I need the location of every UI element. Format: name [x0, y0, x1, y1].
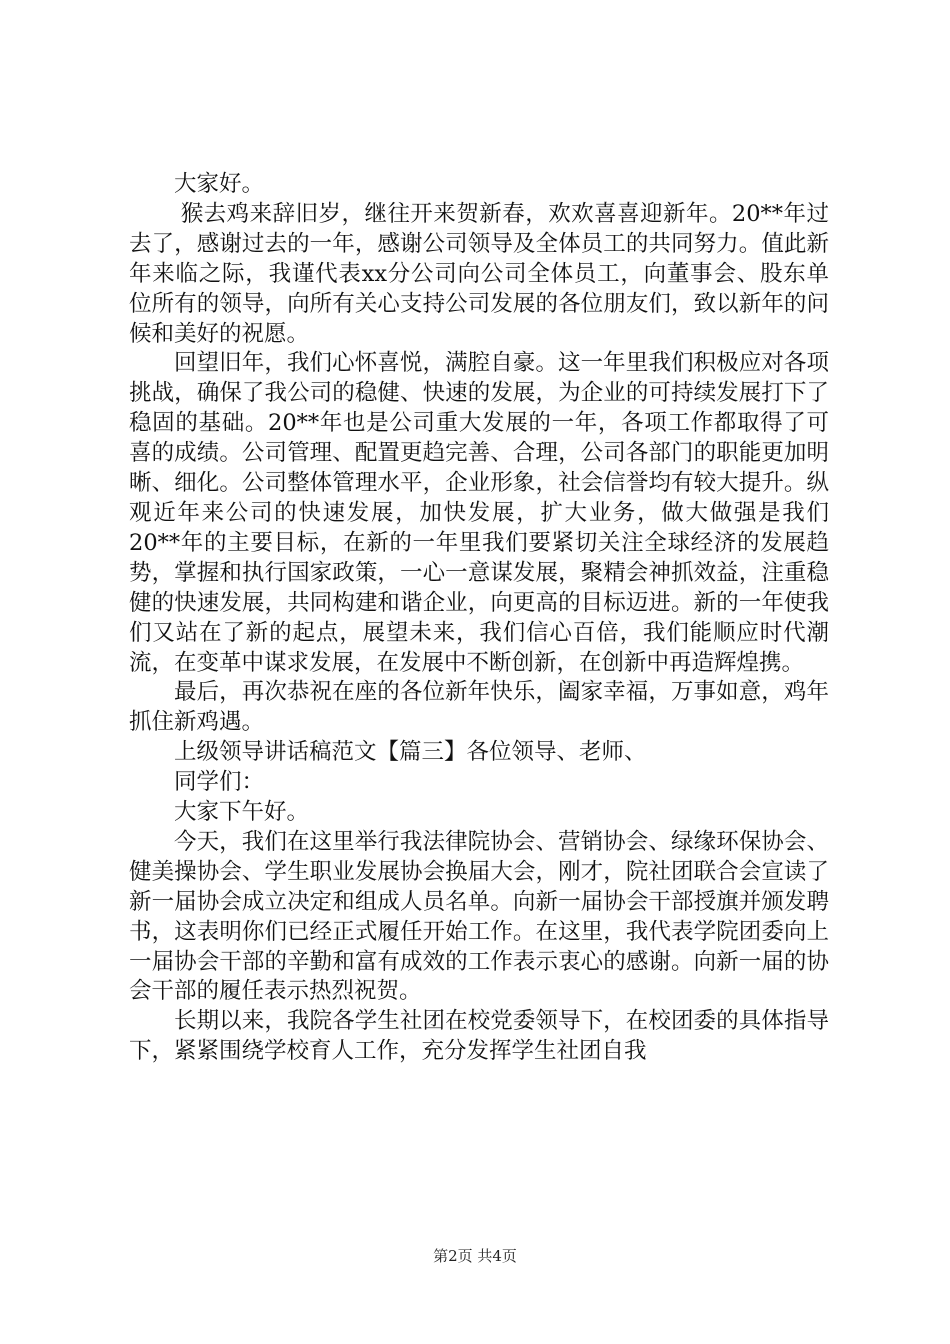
- paragraph-review: 回望旧年，我们心怀喜悦，满腔自豪。这一年里我们积极应对各项挑战，确保了我公司的稳健、快速的发展，为企业的可持续发展打下了稳固的基础。20**年也是公司重大发展的一年，各项工作都取得了可喜的成绩。公司管理、配置更趋完善、合理，公司各部门的职能更加明晰、细化。公司整体管理水平，企业形象，社会信誉均有较大提升。纵观近年来公司的快速发展，加快发展，扩大业务，做大做强是我们20**年的主要目标，在新的一年里我们要紧切关注全球经济的发展趋势，掌握和执行国家政策，一心一意谋发展，聚精会神抓效益，注重稳健的快速发展，共同构建和谐企业，向更高的目标迈进。新的一年使我们又站在了新的起点，展望未来，我们信心百倍，我们能顺应时代潮流，在变革中谋求发展，在发展中不断创新，在创新中再造辉煌携。: [129, 350, 829, 676]
- paragraph-afternoon-greeting: 大家下午好。: [174, 799, 310, 826]
- paragraph-section-heading: 上级领导讲话稿范文【篇三】各位领导、老师、: [174, 739, 647, 766]
- page-number-footer: 第2页 共4页: [433, 1247, 517, 1265]
- paragraph-greeting: 大家好。: [174, 171, 265, 197]
- paragraph-student-clubs: 长期以来，我院各学生社团在校党委领导下，在校团委的具体指导下，紧紧围绕学校育人工作，充分发挥学生社团自我: [129, 1008, 829, 1065]
- paragraph-meeting-intro: 今天，我们在这里举行我法律院协会、营销协会、绿缘环保协会、健美操协会、学生职业发展协会换届大会，刚才，院社团联合会宣读了新一届协会成立决定和组成人员名单。向新一届协会干部授旗并颁发聘书，这表明你们已经正式履任开始工作。在这里，我代表学院团委向上一届协会干部的辛勤和富有成效的工作表示衷心的感谢。向新一届的协会干部的履任表示热烈祝贺。: [129, 828, 829, 1005]
- paragraph-closing-wishes: 最后，再次恭祝在座的各位新年快乐，阖家幸福，万事如意，鸡年抓住新鸡遇。: [129, 679, 829, 736]
- document-body: [129, 170, 829, 1067]
- paragraph-new-year-wishes: 猴去鸡来辞旧岁，继往开来贺新春，欢欢喜喜迎新年。20**年过去了，感谢过去的一年，感谢公司领导及全体员工的共同努力。值此新年来临之际，我谨代表xx分公司向公司全体员工，向董事会、股东单位所有的领导，向所有关心支持公司发展的各位朋友们，致以新年的问候和美好的祝愿。: [129, 200, 829, 347]
- paragraph-salutation: 同学们：: [174, 769, 265, 796]
